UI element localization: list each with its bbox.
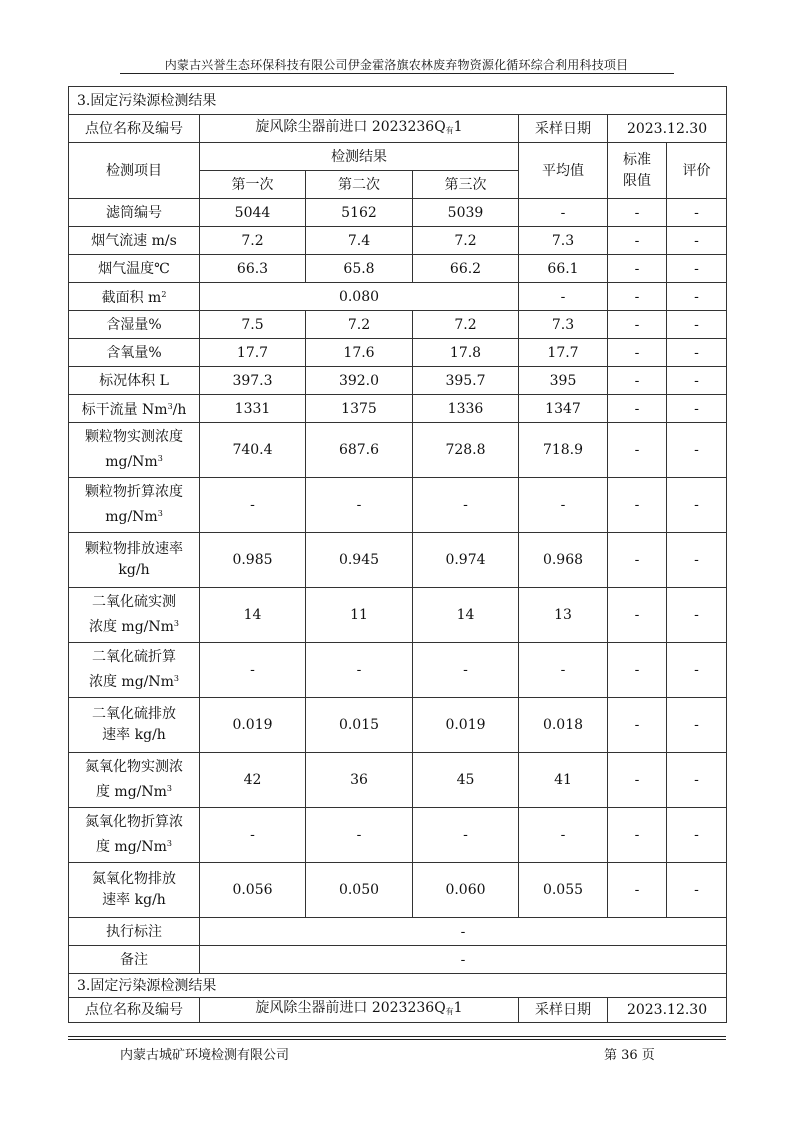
- table-row: [69, 367, 727, 395]
- cell-eval: -: [667, 395, 727, 423]
- cell-avg: 7.3: [519, 227, 608, 255]
- cell: 14: [413, 588, 519, 643]
- cell: 66.3: [200, 255, 306, 283]
- cell: 5039: [413, 199, 519, 227]
- cell-avg: 41: [519, 753, 608, 808]
- standard-label: 执行标注: [69, 918, 200, 946]
- table-row: [69, 395, 727, 423]
- cell: 7.2: [200, 227, 306, 255]
- cell-avg: 718.9: [519, 423, 608, 478]
- cell: 36: [306, 753, 413, 808]
- cell-limit: -: [608, 367, 667, 395]
- cell: 687.6: [306, 423, 413, 478]
- table-row: [69, 283, 727, 311]
- table-row: [69, 533, 727, 588]
- cell: 17.6: [306, 339, 413, 367]
- cell-eval: -: [667, 863, 727, 918]
- cell: 7.2: [306, 311, 413, 339]
- cell: 66.2: [413, 255, 519, 283]
- cell: 45: [413, 753, 519, 808]
- table-row: [69, 199, 727, 227]
- cell: 0.056: [200, 863, 306, 918]
- cell-limit: -: [608, 478, 667, 533]
- cell-avg: -: [519, 808, 608, 863]
- row-name: 标干流量 Nm$^3$/h: [69, 395, 200, 423]
- col-first: 第一次: [200, 171, 306, 199]
- cell: 14: [200, 588, 306, 643]
- date-value: 2023.12.30: [608, 115, 727, 143]
- cell-avg: 395: [519, 367, 608, 395]
- date-label: 采样日期: [519, 115, 608, 143]
- cell-limit: -: [608, 339, 667, 367]
- table-row: [69, 227, 727, 255]
- cell-eval: -: [667, 588, 727, 643]
- cell-avg: 17.7: [519, 339, 608, 367]
- cell: 0.060: [413, 863, 519, 918]
- table-row: [69, 339, 727, 367]
- cell: 395.7: [413, 367, 519, 395]
- row-name: 含氧量%: [69, 339, 200, 367]
- col-third: 第三次: [413, 171, 519, 199]
- row-name: 氮氧化物折算浓 度 mg/Nm$^3$: [69, 808, 200, 863]
- cell: -: [306, 643, 413, 698]
- cell-limit: -: [608, 863, 667, 918]
- cell: 1336: [413, 395, 519, 423]
- cell: 397.3: [200, 367, 306, 395]
- cell-limit: -: [608, 588, 667, 643]
- column-header-row-1: [69, 143, 727, 171]
- row-name: 标况体积 L: [69, 367, 200, 395]
- table-row: [69, 753, 727, 808]
- cell: 5044: [200, 199, 306, 227]
- row-name: 颗粒物折算浓度 mg/Nm$^3$: [69, 478, 200, 533]
- cell: 5162: [306, 199, 413, 227]
- cell-limit: -: [608, 283, 667, 311]
- section-title-row-repeat: [69, 974, 727, 998]
- cell-avg: 66.1: [519, 255, 608, 283]
- cell: 740.4: [200, 423, 306, 478]
- footer-rule: [68, 1036, 726, 1037]
- table-row: [69, 808, 727, 863]
- standard-row: [69, 918, 727, 946]
- footer-page-number: 第 36 页: [604, 1048, 655, 1063]
- cell-eval: -: [667, 478, 727, 533]
- cell: 7.2: [413, 311, 519, 339]
- site-value-repeat: 旋风除尘器前进口 $2023236Q_有1$: [200, 998, 519, 1023]
- footer-rule-thin: [68, 1039, 726, 1040]
- section-title-row: [69, 87, 727, 115]
- standard-value: -: [200, 918, 727, 946]
- cell-limit: -: [608, 199, 667, 227]
- cell-avg: 1347: [519, 395, 608, 423]
- site-label-repeat: 点位名称及编号: [69, 998, 200, 1023]
- section-title-repeat: 3.固定污染源检测结果: [69, 974, 727, 998]
- cell-eval: -: [667, 423, 727, 478]
- cell: -: [200, 643, 306, 698]
- cell: 728.8: [413, 423, 519, 478]
- table-row: [69, 255, 727, 283]
- footer-company: 内蒙古城矿环境检测有限公司: [120, 1048, 290, 1063]
- cell-eval: -: [667, 698, 727, 753]
- section-title: 3.固定污染源检测结果: [69, 87, 727, 115]
- col-results: 检测结果: [200, 143, 519, 171]
- cell: 0.974: [413, 533, 519, 588]
- header-title: 内蒙古兴誉生态环保科技有限公司伊金霍洛旗农林废弃物资源化循环综合利用科技项目: [164, 58, 629, 72]
- cell-eval: -: [667, 808, 727, 863]
- site-row: [69, 115, 727, 143]
- cell: 7.2: [413, 227, 519, 255]
- cell-eval: -: [667, 227, 727, 255]
- row-name: 烟气温度℃: [69, 255, 200, 283]
- cell: -: [413, 643, 519, 698]
- date-value-repeat: 2023.12.30: [608, 998, 727, 1023]
- cell: 392.0: [306, 367, 413, 395]
- cell-limit: -: [608, 227, 667, 255]
- cell-avg: -: [519, 643, 608, 698]
- row-name: 二氧化硫实测 浓度 mg/Nm$^3$: [69, 588, 200, 643]
- remark-value: -: [200, 946, 727, 974]
- date-label-repeat: 采样日期: [519, 998, 608, 1023]
- row-name: 氮氧化物排放 速率 kg/h: [69, 863, 200, 918]
- cell-limit: -: [608, 311, 667, 339]
- cell-eval: -: [667, 199, 727, 227]
- col-avg: 平均值: [519, 143, 608, 199]
- cell-eval: -: [667, 255, 727, 283]
- cell: 7.5: [200, 311, 306, 339]
- row-name: 二氧化硫折算 浓度 mg/Nm$^3$: [69, 643, 200, 698]
- cell-eval: -: [667, 533, 727, 588]
- row-name: 颗粒物排放速率 kg/h: [69, 533, 200, 588]
- results-table: [68, 86, 727, 1023]
- cell: 17.8: [413, 339, 519, 367]
- cell-avg: -: [519, 478, 608, 533]
- cell-avg: -: [519, 199, 608, 227]
- table-row: [69, 863, 727, 918]
- table-row: [69, 698, 727, 753]
- cell: -: [200, 478, 306, 533]
- cell: 0.050: [306, 863, 413, 918]
- cell: 65.8: [306, 255, 413, 283]
- table-row: [69, 311, 727, 339]
- remark-row: [69, 946, 727, 974]
- col-limit: 标准限值: [608, 143, 667, 199]
- row-name: 颗粒物实测浓度 mg/Nm$^3$: [69, 423, 200, 478]
- cell: 0.985: [200, 533, 306, 588]
- cell-avg: -: [519, 283, 608, 311]
- row-name: 滤筒编号: [69, 199, 200, 227]
- table-row: [69, 423, 727, 478]
- cell-eval: -: [667, 753, 727, 808]
- cell: 17.7: [200, 339, 306, 367]
- cell: 1375: [306, 395, 413, 423]
- cell-merged: 0.080: [200, 283, 519, 311]
- cell-limit: -: [608, 643, 667, 698]
- cell-avg: 0.018: [519, 698, 608, 753]
- cell-avg: 13: [519, 588, 608, 643]
- cell: -: [306, 478, 413, 533]
- cell-limit: -: [608, 698, 667, 753]
- cell: -: [200, 808, 306, 863]
- table-row: [69, 643, 727, 698]
- col-second: 第二次: [306, 171, 413, 199]
- cell-eval: -: [667, 283, 727, 311]
- cell-eval: -: [667, 311, 727, 339]
- col-eval: 评价: [667, 143, 727, 199]
- row-name: 烟气流速 m/s: [69, 227, 200, 255]
- col-item: 检测项目: [69, 143, 200, 199]
- cell: -: [413, 808, 519, 863]
- cell-limit: -: [608, 423, 667, 478]
- cell-eval: -: [667, 339, 727, 367]
- cell-avg: 0.968: [519, 533, 608, 588]
- cell: 7.4: [306, 227, 413, 255]
- cell-limit: -: [608, 395, 667, 423]
- cell: 11: [306, 588, 413, 643]
- site-value: 旋风除尘器前进口 $2023236Q_有1$: [200, 115, 519, 143]
- cell: -: [413, 478, 519, 533]
- cell-limit: -: [608, 533, 667, 588]
- header-rule: [120, 73, 674, 74]
- row-name: 二氧化硫排放 速率 kg/h: [69, 698, 200, 753]
- table-row: [69, 588, 727, 643]
- cell-eval: -: [667, 367, 727, 395]
- cell: 1331: [200, 395, 306, 423]
- cell-limit: -: [608, 808, 667, 863]
- cell: 0.945: [306, 533, 413, 588]
- site-label: 点位名称及编号: [69, 115, 200, 143]
- remark-label: 备注: [69, 946, 200, 974]
- cell-eval: -: [667, 643, 727, 698]
- table-row: [69, 478, 727, 533]
- row-name: 含湿量%: [69, 311, 200, 339]
- row-name: 截面积 $m^2$: [69, 283, 200, 311]
- row-name: 氮氧化物实测浓 度 mg/Nm$^3$: [69, 753, 200, 808]
- cell: 0.015: [306, 698, 413, 753]
- cell-avg: 7.3: [519, 311, 608, 339]
- cell: 0.019: [200, 698, 306, 753]
- cell: -: [306, 808, 413, 863]
- cell-limit: -: [608, 255, 667, 283]
- cell: 0.019: [413, 698, 519, 753]
- cell-limit: -: [608, 753, 667, 808]
- cell: 42: [200, 753, 306, 808]
- site-row-repeat: [69, 998, 727, 1023]
- cell-avg: 0.055: [519, 863, 608, 918]
